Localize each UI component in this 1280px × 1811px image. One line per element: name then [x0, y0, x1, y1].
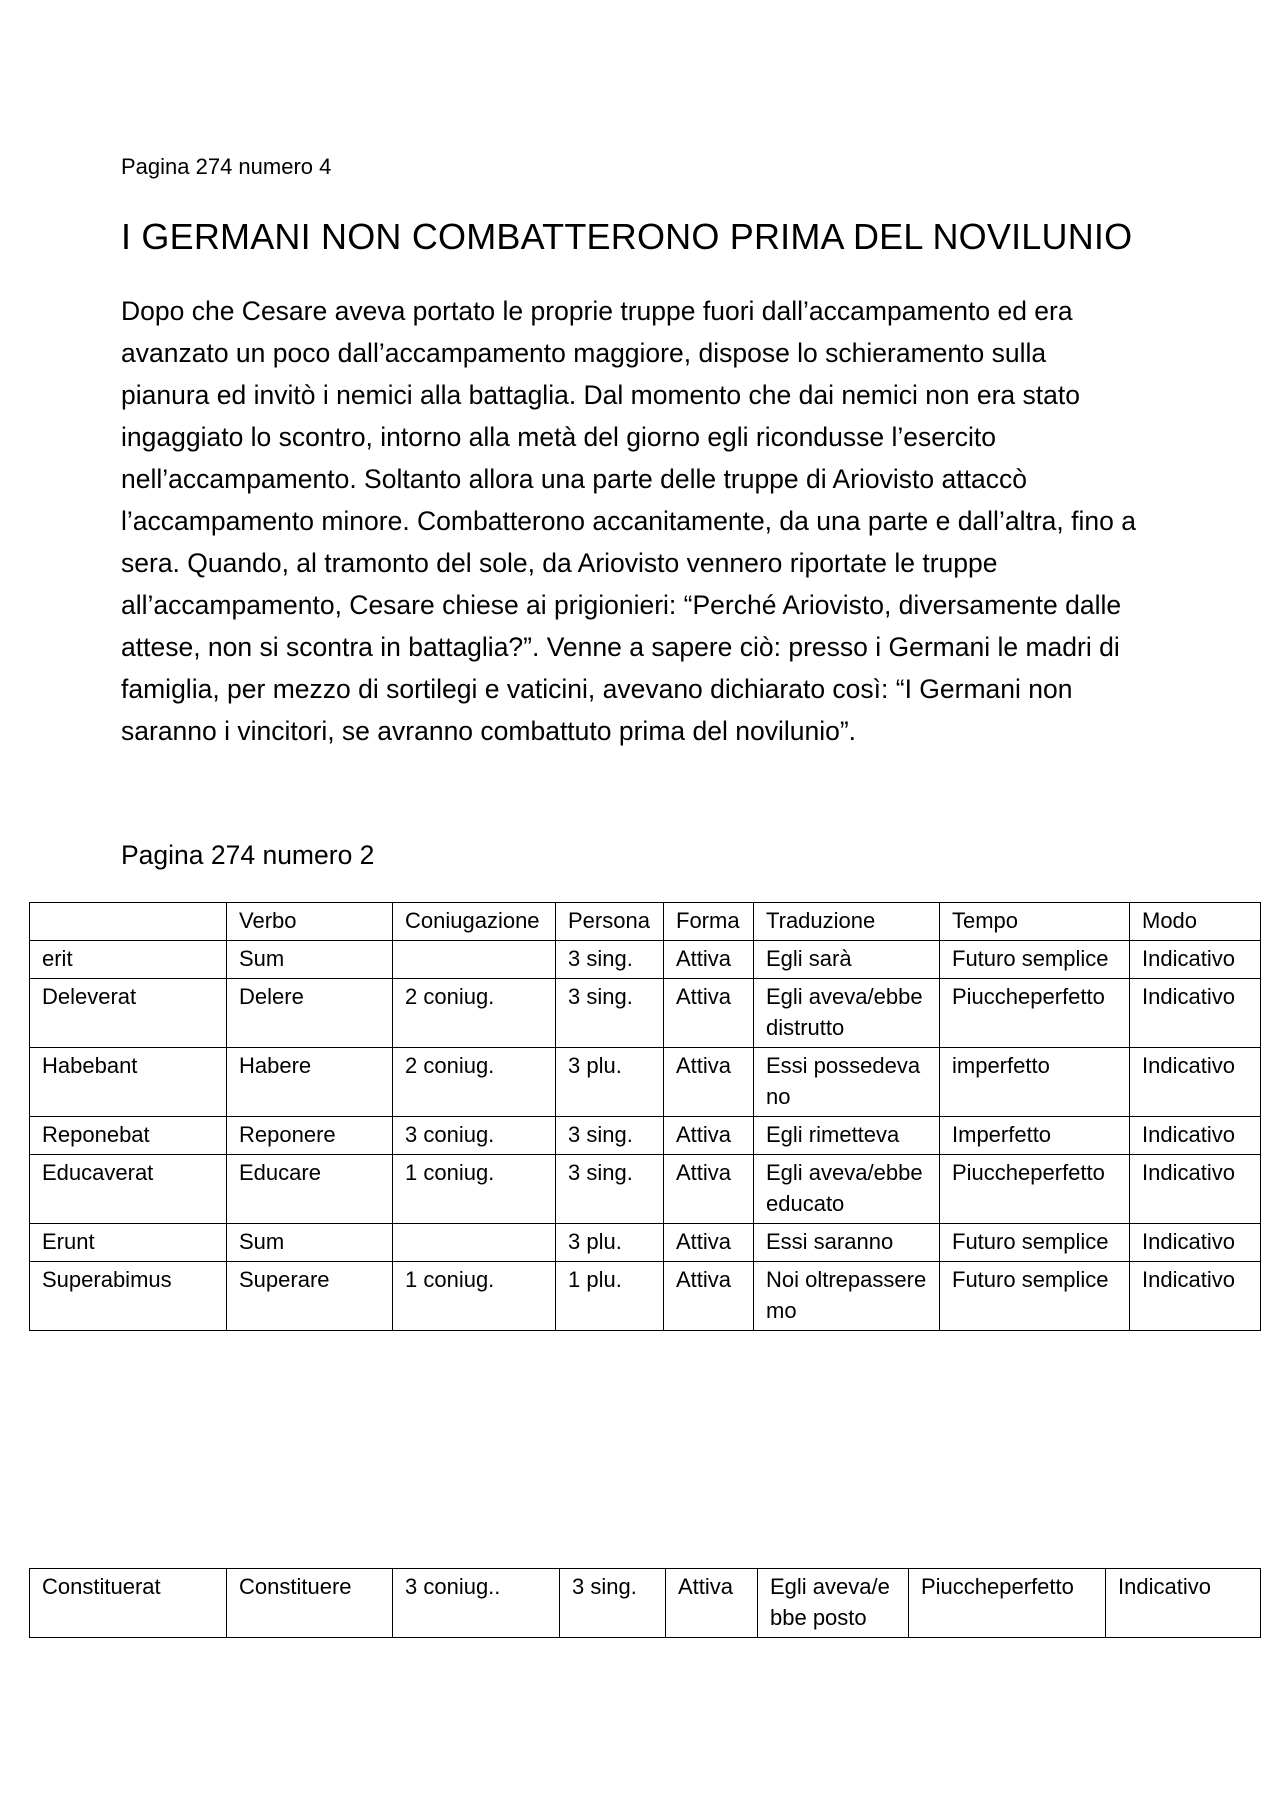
table-cell: Egli rimetteva — [754, 1117, 940, 1155]
table-row — [30, 1155, 1261, 1224]
table-cell: Futuro semplice — [940, 1262, 1130, 1331]
table-cell: Delere — [227, 979, 393, 1048]
table-row — [30, 1117, 1261, 1155]
table-cell: 2 coniug. — [393, 1048, 556, 1117]
table-cell: Indicativo — [1130, 1224, 1261, 1262]
table-cell: 3 sing. — [556, 941, 664, 979]
table-cell: Indicativo — [1130, 1048, 1261, 1117]
table-cell: Indicativo — [1130, 941, 1261, 979]
table-cell: Educare — [227, 1155, 393, 1224]
table-cell: Reponere — [227, 1117, 393, 1155]
table-cell: 3 plu. — [556, 1224, 664, 1262]
table-cell: Attiva — [664, 1117, 754, 1155]
table-cell: Persona — [556, 903, 664, 941]
table-cell: Piuccheperfetto — [909, 1569, 1106, 1638]
table-cell: 3 sing. — [556, 1155, 664, 1224]
table-cell: Attiva — [664, 1155, 754, 1224]
table-cell: 1 plu. — [556, 1262, 664, 1331]
table-cell: 3 sing. — [556, 1117, 664, 1155]
page-title: I GERMANI NON COMBATTERONO PRIMA DEL NOVILUNIO — [121, 216, 1133, 257]
table-cell: Tempo — [940, 903, 1130, 941]
table-cell: Essi possedevano — [754, 1048, 940, 1117]
table-cell: Egli aveva/ebbe educato — [754, 1155, 940, 1224]
table-cell: Habebant — [30, 1048, 227, 1117]
table-cell: Superare — [227, 1262, 393, 1331]
table-cell: 3 sing. — [560, 1569, 666, 1638]
table-cell: erit — [30, 941, 227, 979]
translation-paragraph: Dopo che Cesare aveva portato le proprie truppe fuori dall’accampamento ed era avanzato un poco dall’accampamento maggiore, dispose lo schieramento sulla pianura ed invitò i nemici alla battaglia. Dal momento che dai nemici non era stato ingaggiato lo scontro, intorno alla metà del giorno egli ricondusse l’esercito nell’accampamento. Soltanto allora una parte delle truppe di Ariovisto attaccò l’accampamento minore. Combatterono accanitamente, da una parte e dall’altra, fino a sera. Quando, al tramonto del sole, da Ariovisto vennero riportate le truppe all’accampamento, Cesare chiese ai prigionieri: “Perché Ariovisto, diversamente dalle attese, non si scontra in battaglia?”. Venne a sapere ciò: presso i Germani le madri di famiglia, per mezzo di sortilegi e vaticini, avevano dichiarato così: “I Germani non saranno i vincitori, se avranno combattuto prima del novilunio”. — [121, 296, 1136, 746]
table-cell: Reponebat — [30, 1117, 227, 1155]
table-cell: Sum — [227, 941, 393, 979]
table-cell — [393, 941, 556, 979]
table-cell: Attiva — [664, 979, 754, 1048]
table-cell: Attiva — [666, 1569, 758, 1638]
verbs-table — [29, 902, 1261, 1331]
table-cell: Coniugazione — [393, 903, 556, 941]
table-cell: Modo — [1130, 903, 1261, 941]
table-cell — [393, 1224, 556, 1262]
table-cell: 3 sing. — [556, 979, 664, 1048]
table-row — [30, 1224, 1261, 1262]
table-cell: Noi oltrepasseremo — [754, 1262, 940, 1331]
table-cell: Indicativo — [1130, 1155, 1261, 1224]
table-row — [30, 1262, 1261, 1331]
table-cell: Superabimus — [30, 1262, 227, 1331]
table-cell: Futuro semplice — [940, 941, 1130, 979]
table-cell: Constituere — [227, 1569, 393, 1638]
table-cell: Egli aveva/ebbe posto — [758, 1569, 909, 1638]
table-cell: 3 coniug.. — [393, 1569, 560, 1638]
table-cell: 1 coniug. — [393, 1155, 556, 1224]
table-cell: Piuccheperfetto — [940, 979, 1130, 1048]
table-row — [30, 941, 1261, 979]
table-cell: Erunt — [30, 1224, 227, 1262]
table-cell: Indicativo — [1106, 1569, 1261, 1638]
table-cell: Futuro semplice — [940, 1224, 1130, 1262]
table-cell — [30, 903, 227, 941]
table-cell: Attiva — [664, 1224, 754, 1262]
table-cell: Indicativo — [1130, 1117, 1261, 1155]
table-cell: 3 coniug. — [393, 1117, 556, 1155]
section-label: Pagina 274 numero 2 — [121, 840, 375, 870]
table-row — [30, 1048, 1261, 1117]
table-cell: Imperfetto — [940, 1117, 1130, 1155]
header-row — [30, 903, 1261, 941]
table-cell: Verbo — [227, 903, 393, 941]
table-cell: Egli sarà — [754, 941, 940, 979]
table-cell: Traduzione — [754, 903, 940, 941]
table-cell: Attiva — [664, 1262, 754, 1331]
table-cell: Forma — [664, 903, 754, 941]
table-cell: imperfetto — [940, 1048, 1130, 1117]
table-cell: Deleverat — [30, 979, 227, 1048]
table-cell: 2 coniug. — [393, 979, 556, 1048]
table-cell: Essi saranno — [754, 1224, 940, 1262]
table-cell: Habere — [227, 1048, 393, 1117]
table-cell: Constituerat — [30, 1569, 227, 1638]
table-cell: Attiva — [664, 1048, 754, 1117]
table-cell: Educaverat — [30, 1155, 227, 1224]
extra-table — [29, 1568, 1261, 1638]
page-label: Pagina 274 numero 4 — [121, 154, 332, 179]
table-cell: Indicativo — [1130, 1262, 1261, 1331]
table-cell: Piuccheperfetto — [940, 1155, 1130, 1224]
table-row — [30, 1569, 1261, 1638]
table-row — [30, 979, 1261, 1048]
table-cell: Sum — [227, 1224, 393, 1262]
table-cell: Egli aveva/ebbe distrutto — [754, 979, 940, 1048]
table-cell: Indicativo — [1130, 979, 1261, 1048]
table-cell: Attiva — [664, 941, 754, 979]
table-cell: 3 plu. — [556, 1048, 664, 1117]
table-cell: 1 coniug. — [393, 1262, 556, 1331]
